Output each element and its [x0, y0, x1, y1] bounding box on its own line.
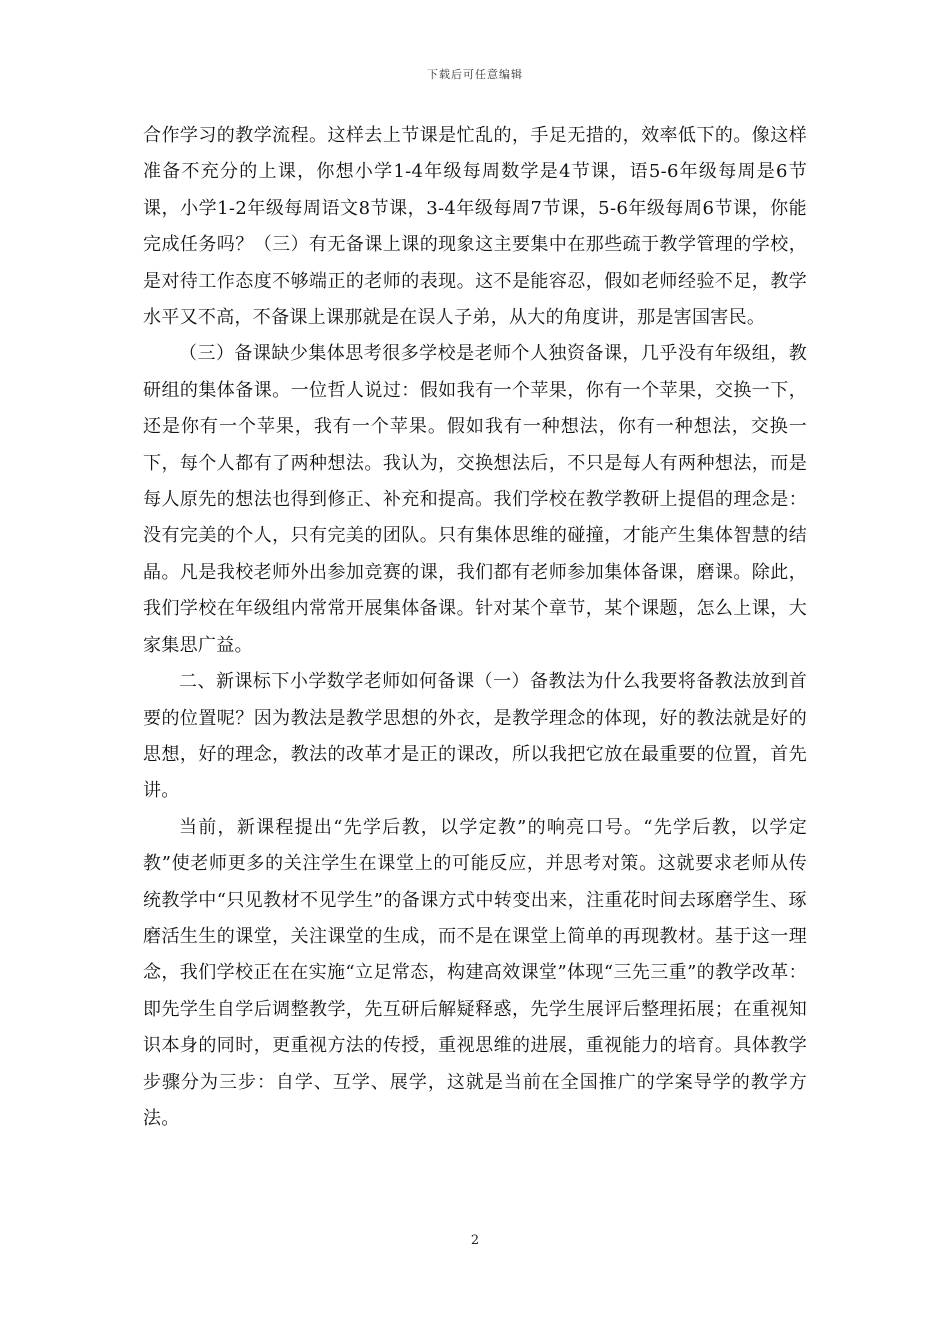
page-number: 2: [470, 1233, 480, 1248]
body-paragraph-learn-first: 当前，新课程提出“先学后教，以学定教”的响亮口号。“先学后教，以学定教”使老师更多的关注学生在课堂上的可能反应，并思考对策。这就要求老师从传统教学中“只见教材不见学生”的备课方式中转变出来，注重花时间去琢磨学生、琢磨活生生的课堂，关注课堂的生成，而不是在课堂上简单的再现教材。基于这一理念，我们学校正在在实施“立足常态，构建高效课堂”体现“三先三重”的教学改革：即先学生自学后调整教学，先互研后解疑释惑，先学生展评后整理拓展；在重视知识本身的同时，更重视方法的传授，重视思维的进展，重视能力的培育。具体教学步骤分为三步：自学、互学、展学，这就是当前在全国推广的学案导学的教学方法。: [143, 816, 807, 1129]
body-paragraph-teaching-methods: 二、新课标下小学数学老师如何备课（一）备教法为什么我要将备教法放到首要的位置呢？因为教法是教学思想的外衣，是教学理念的体现，好的教法就是好的思想，好的理念，教法的改革才是正的课改，所以我把它放在最重要的位置，首先讲。: [143, 671, 807, 802]
page-header-note: 下载后可任意编辑: [427, 68, 523, 81]
body-paragraph-continuation: 合作学习的教学流程。这样去上节课是忙乱的，手足无措的，效率低下的。像这样准备不充分的上课，你想小学1-4年级每周数学是4节课，语5-6年级每周是6节课，小学1-2年级每周语文8节课，3-4年级每周7节课，5-6年级每周6节课，你能完成任务吗？（三）有无备课上课的现象这主要集中在那些疏于教学管理的学校，是对待工作态度不够端正的老师的表现。这不是能容忍，假如老师经验不足，教学水平又不高，不备课上课那就是在误人子弟，从大的角度讲，那是害国害民。: [143, 125, 807, 329]
document-body: [143, 118, 807, 1137]
body-paragraph-collective-preparation: （三）备课缺少集体思考很多学校是老师个人独资备课，几乎没有年级组，教研组的集体备课。一位哲人说过：假如我有一个苹果，你有一个苹果，交换一下，还是你有一个苹果，我有一个苹果。假如我有一种想法，你有一种想法，交换一下，每个人都有了两种想法。我认为，交换想法后，不只是每人有两种想法，而是每人原先的想法也得到修正、补充和提高。我们学校在教学教研上提倡的理念是：没有完美的个人，只有完美的团队。只有集体思维的碰撞，才能产生集体智慧的结晶。凡是我校老师外出参加竞赛的课，我们都有老师参加集体备课，磨课。除此，我们学校在年级组内常常开展集体备课。针对某个章节，某个课题，怎么上课，大家集思广益。: [143, 343, 807, 656]
